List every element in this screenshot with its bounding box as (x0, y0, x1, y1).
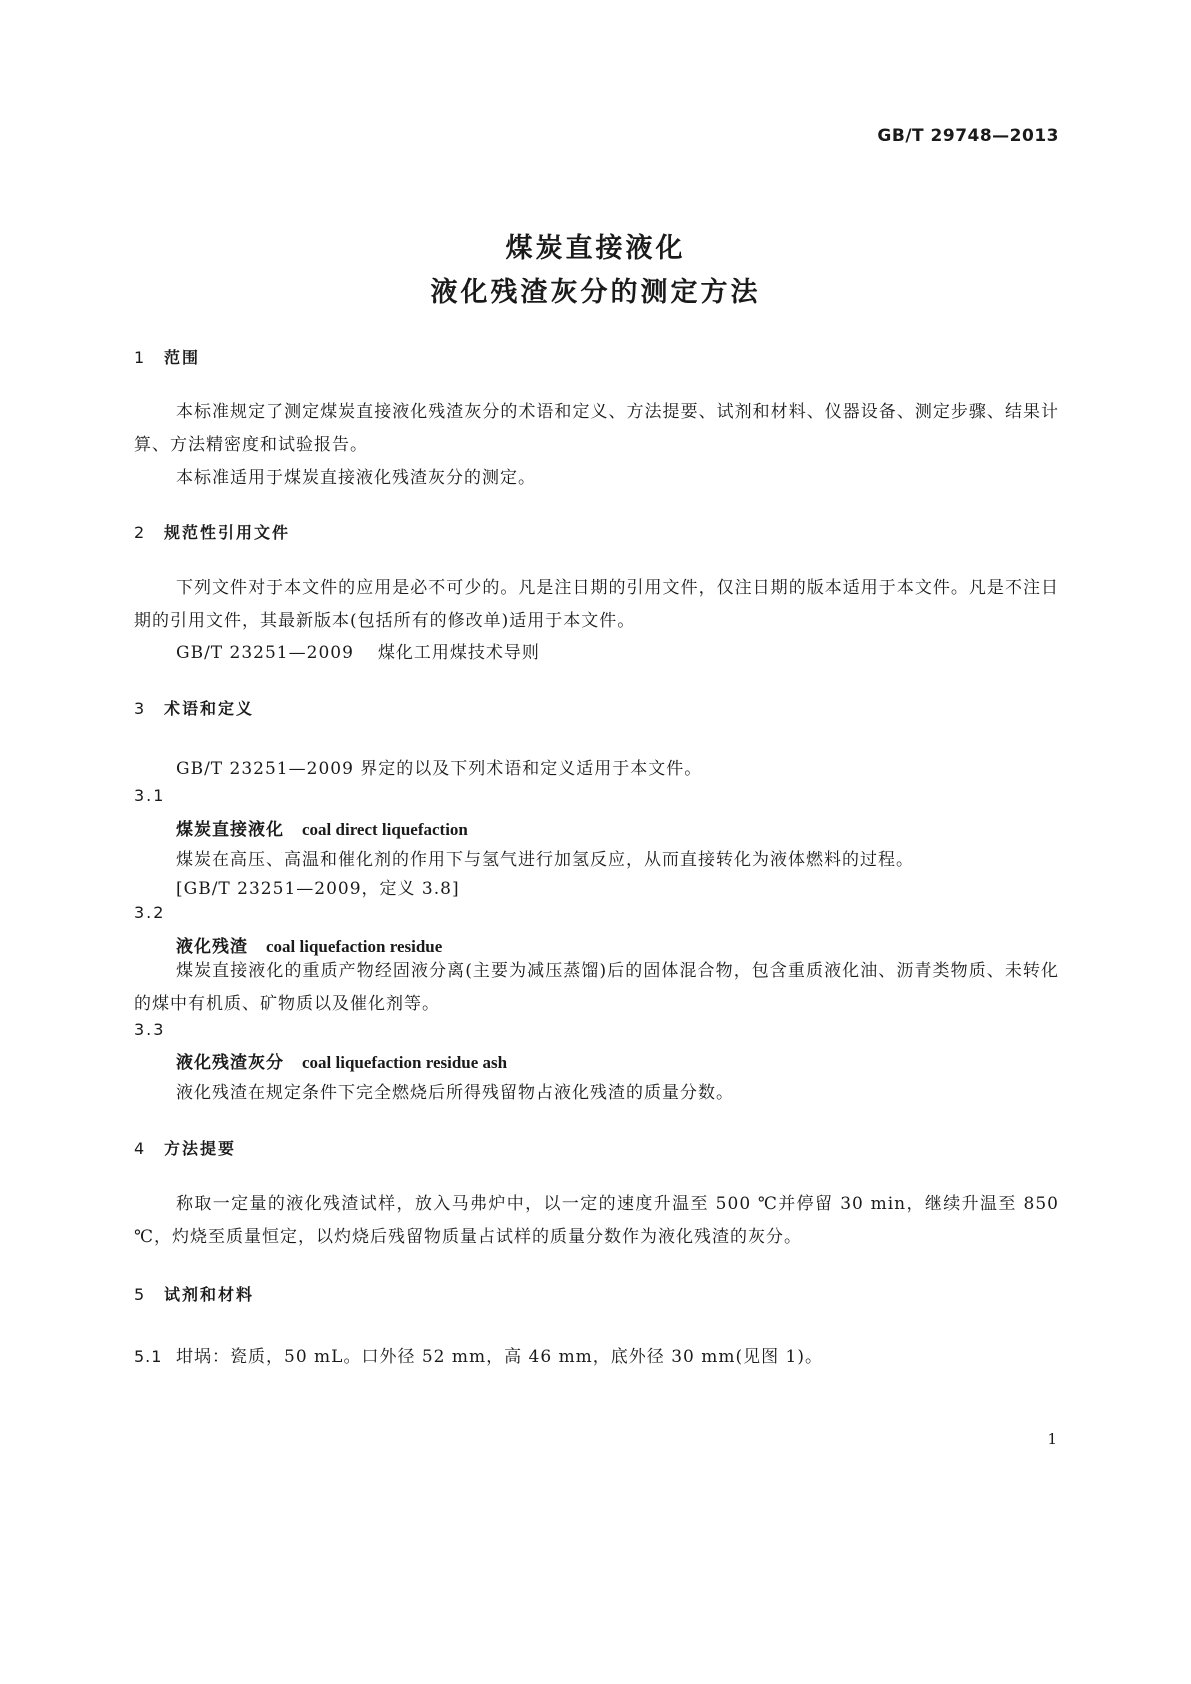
section-4-paragraph-1: 称取一定量的液化残渣试样，放入马弗炉中，以一定的速度升温至 500 ℃并停留 30 min，继续升温至 850 ℃，灼烧至质量恒定，以灼烧后残留物质量占试样的质量分数作为液化残渣的灰分。 (134, 1194, 1059, 1247)
subclause-5-1 (134, 1342, 823, 1367)
standard-number: GB/T 29748—2013 (877, 126, 1059, 146)
term-number: 3.2 (134, 903, 166, 922)
section-number: 4 (134, 1139, 147, 1158)
term-english: coal direct liquefaction (302, 820, 468, 839)
section-title: 试剂和材料 (164, 1285, 255, 1304)
term-heading (176, 932, 442, 957)
section-3-intro: GB/T 23251—2009 界定的以及下列术语和定义适用于本文件。 (176, 759, 703, 779)
term-chinese: 液化残渣 (176, 937, 248, 957)
section-title: 方法提要 (164, 1139, 237, 1158)
section-number: 2 (134, 523, 147, 542)
term-number: 3.3 (134, 1020, 166, 1039)
section-5-heading (134, 1282, 254, 1305)
reference-code: GB/T 23251—2009 (176, 643, 354, 663)
subclause-number: 5.1 (134, 1347, 163, 1366)
term-definition: 煤炭在高压、高温和催化剂的作用下与氢气进行加氢反应，从而直接转化为液体燃料的过程。 (176, 850, 914, 870)
section-3-heading (134, 696, 254, 719)
normative-reference (176, 638, 540, 663)
reference-title: 煤化工用煤技术导则 (377, 643, 540, 663)
document-title-line1: 煤炭直接液化 (505, 233, 686, 264)
section-2-heading (134, 520, 290, 543)
term-chinese: 液化残渣灰分 (176, 1053, 284, 1073)
term-english: coal liquefaction residue (266, 937, 443, 956)
term-number: 3.1 (134, 786, 166, 805)
section-1-paragraph-2: 本标准适用于煤炭直接液化残渣灰分的测定。 (176, 468, 536, 488)
section-number: 3 (134, 699, 147, 718)
document-title-line2: 液化残渣灰分的测定方法 (430, 277, 761, 308)
term-source: [GB/T 23251—2009，定义 3.8] (176, 879, 460, 899)
section-1-heading (134, 345, 200, 368)
section-number: 5 (134, 1285, 147, 1304)
page-number: 1 (1047, 1430, 1057, 1448)
section-4-heading (134, 1136, 236, 1159)
section-title: 术语和定义 (164, 699, 255, 718)
section-number: 1 (134, 348, 147, 367)
section-title: 规范性引用文件 (164, 523, 291, 542)
term-chinese: 煤炭直接液化 (176, 820, 284, 840)
section-2-paragraph-1: 下列文件对于本文件的应用是必不可少的。凡是注日期的引用文件，仅注日期的版本适用于本文件。凡是不注日期的引用文件，其最新版本(包括所有的修改单)适用于本文件。 (134, 578, 1059, 631)
term-heading (176, 1048, 507, 1073)
subclause-text: 坩埚：瓷质，50 mL。口外径 52 mm，高 46 mm，底外径 30 mm(见图 1)。 (176, 1347, 823, 1367)
section-title: 范围 (164, 348, 201, 367)
term-definition: 液化残渣在规定条件下完全燃烧后所得残留物占液化残渣的质量分数。 (176, 1083, 734, 1103)
term-definition: 煤炭直接液化的重质产物经固液分离(主要为减压蒸馏)后的固体混合物，包含重质液化油、沥青类物质、未转化的煤中有机质、矿物质以及催化剂等。 (134, 961, 1059, 1014)
section-1-paragraph-1: 本标准规定了测定煤炭直接液化残渣灰分的术语和定义、方法提要、试剂和材料、仪器设备、测定步骤、结果计算、方法精密度和试验报告。 (134, 402, 1059, 455)
term-heading (176, 815, 468, 840)
term-english: coal liquefaction residue ash (302, 1053, 508, 1072)
